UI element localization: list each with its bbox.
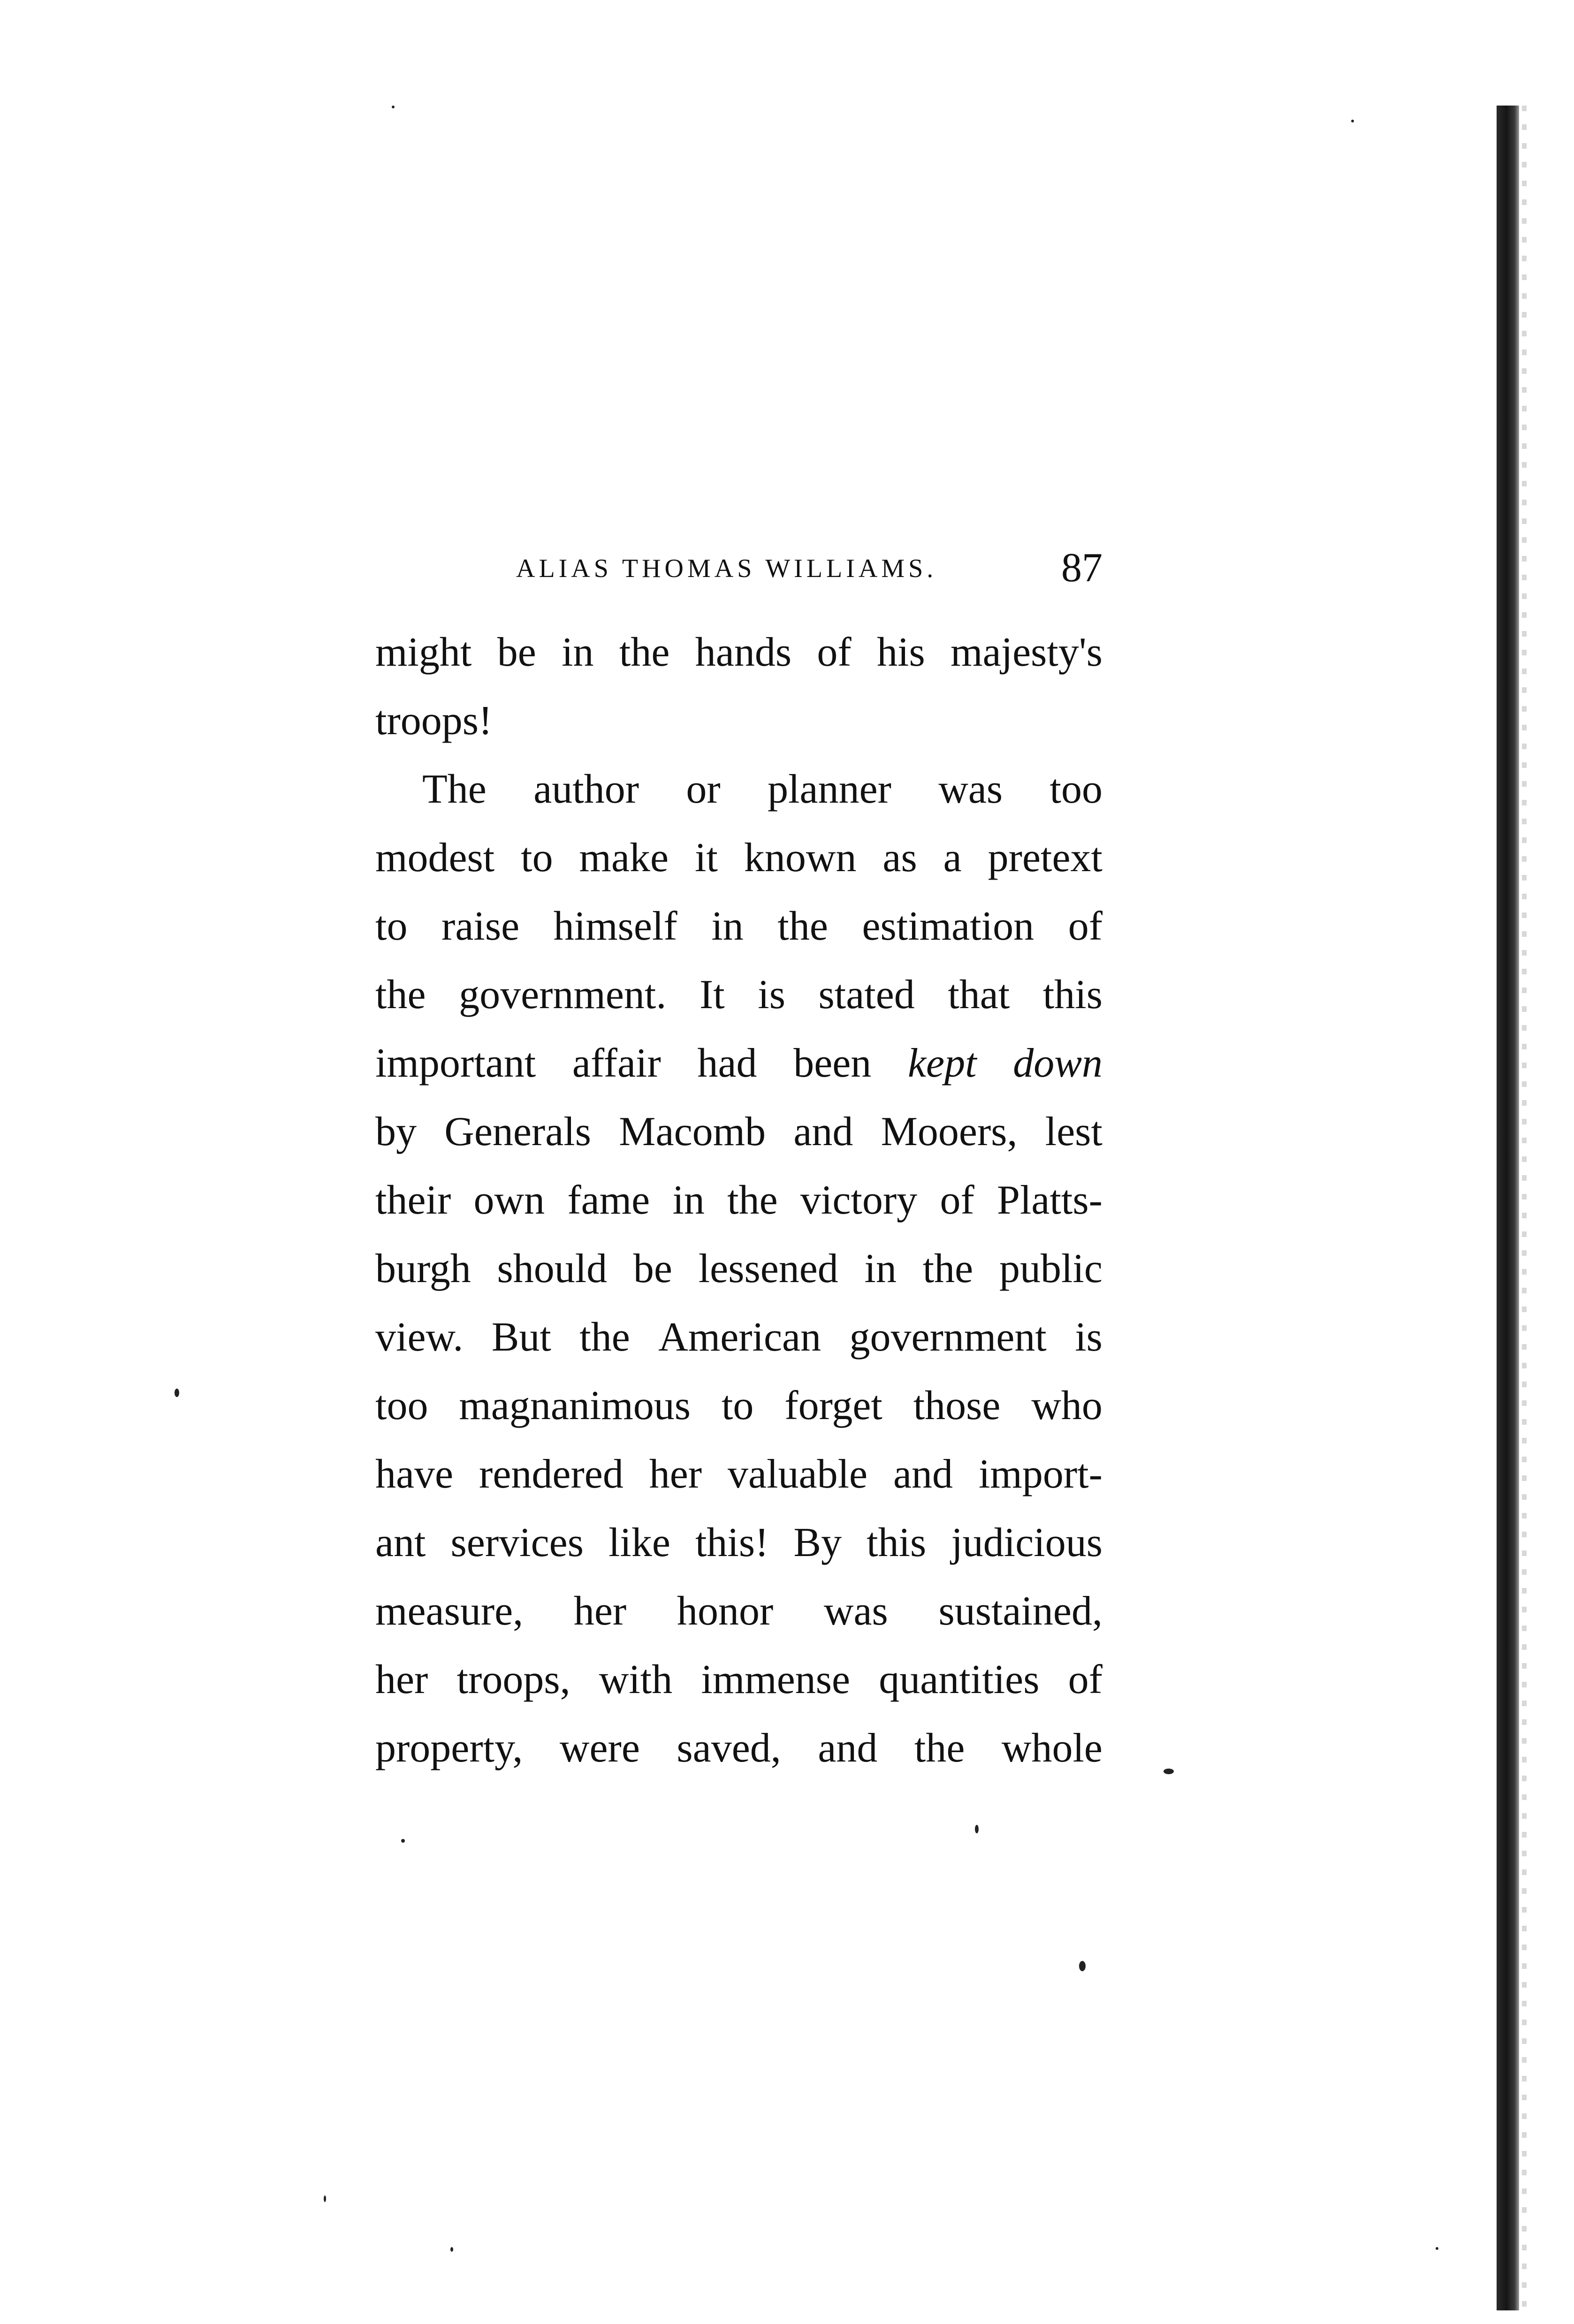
text-line: [375, 1577, 1103, 1646]
word: down: [1013, 1040, 1103, 1086]
word: might: [375, 630, 472, 675]
text-line: [375, 687, 1103, 755]
text-line: [375, 1372, 1103, 1440]
word: the: [579, 1314, 630, 1360]
word: saved,: [677, 1725, 781, 1771]
word: services: [450, 1520, 584, 1565]
word: of: [1068, 904, 1103, 949]
word: immense: [701, 1657, 851, 1702]
word: troops,: [456, 1657, 570, 1702]
word: kept: [908, 1040, 977, 1086]
word: But: [491, 1314, 551, 1360]
word: Mooers,: [881, 1109, 1018, 1154]
text-line: [375, 1714, 1103, 1783]
word: lessened: [698, 1246, 838, 1291]
scan-speck: [401, 1839, 405, 1843]
word: too: [375, 1383, 428, 1428]
word: is: [1075, 1314, 1103, 1360]
word: in: [864, 1246, 897, 1291]
word: important: [375, 1040, 536, 1086]
word: it: [695, 835, 718, 881]
word: raise: [441, 904, 520, 949]
word: quantities: [879, 1657, 1040, 1702]
text-line: [375, 961, 1103, 1029]
scan-speck: [392, 106, 395, 108]
word: burgh: [375, 1246, 471, 1291]
word: By: [793, 1520, 842, 1565]
word: whole: [1001, 1725, 1103, 1771]
word: and: [793, 1109, 853, 1154]
word: a: [943, 835, 962, 881]
text-line: [375, 1303, 1103, 1372]
word: It: [699, 972, 725, 1018]
word: the: [375, 972, 426, 1018]
word: in: [562, 630, 594, 675]
word: or: [686, 767, 721, 812]
word: view.: [375, 1314, 464, 1360]
text-line: [375, 1646, 1103, 1714]
word: property,: [375, 1725, 523, 1771]
word: too: [1049, 767, 1103, 812]
word: his: [877, 630, 925, 675]
word: hands: [695, 630, 792, 675]
word: the: [619, 630, 670, 675]
word: to: [721, 1383, 754, 1428]
page-header: [516, 544, 1103, 600]
body-text: [375, 618, 1103, 1783]
word: be: [497, 630, 536, 675]
word: her: [573, 1588, 627, 1634]
word: by: [375, 1109, 417, 1154]
text-line: [375, 824, 1103, 892]
word: government.: [459, 972, 667, 1018]
scan-speck: [1163, 1769, 1174, 1774]
text-line: [375, 892, 1103, 961]
word: the: [727, 1177, 778, 1223]
word: was: [938, 767, 1003, 812]
word: modest: [375, 835, 495, 881]
word: pretext: [988, 835, 1103, 881]
word: ant: [375, 1520, 426, 1565]
text-line: [375, 1098, 1103, 1166]
word: their: [375, 1177, 451, 1223]
word: American: [658, 1314, 821, 1360]
word: is: [758, 972, 785, 1018]
word: like: [608, 1520, 670, 1565]
word: rendered: [479, 1451, 624, 1497]
word: the: [777, 904, 828, 949]
word: those: [913, 1383, 1001, 1428]
word: in: [672, 1177, 705, 1223]
scan-speck: [324, 2195, 326, 2202]
word: The: [422, 767, 487, 812]
word: fame: [567, 1177, 650, 1223]
word: should: [497, 1246, 608, 1291]
word: forget: [784, 1383, 882, 1428]
word: the: [914, 1725, 965, 1771]
word: import-: [978, 1451, 1103, 1497]
word: known: [744, 835, 857, 881]
word: who: [1031, 1383, 1103, 1428]
word: himself: [553, 904, 677, 949]
word: Macomb: [619, 1109, 766, 1154]
scan-speck: [1436, 2247, 1438, 2250]
word: own: [473, 1177, 545, 1223]
word: judicious: [951, 1520, 1103, 1565]
scan-speck: [975, 1825, 979, 1833]
word: make: [579, 835, 669, 881]
scan-speck: [450, 2247, 453, 2252]
word: was: [823, 1588, 888, 1634]
scan-speck: [1079, 1961, 1086, 1971]
text-line: [375, 1029, 1103, 1098]
word: author: [533, 767, 639, 812]
word: valuable: [728, 1451, 868, 1497]
word: public: [999, 1246, 1103, 1291]
text-line: [375, 618, 1103, 687]
word: Platts-: [997, 1177, 1103, 1223]
word: been: [793, 1040, 872, 1086]
page-number: 87: [1061, 545, 1103, 591]
word: majesty's: [950, 630, 1103, 675]
word: and: [818, 1725, 878, 1771]
word: to: [521, 835, 553, 881]
word: troops!: [375, 698, 493, 744]
word: had: [697, 1040, 757, 1086]
word: magnanimous: [459, 1383, 691, 1428]
word: this: [1042, 972, 1103, 1018]
running-head: ALIAS THOMAS WILLIAMS.: [516, 554, 937, 583]
scan-speck: [1351, 120, 1354, 122]
word: affair: [572, 1040, 661, 1086]
word: were: [559, 1725, 640, 1771]
word: this!: [695, 1520, 769, 1565]
word: be: [633, 1246, 672, 1291]
word: and: [893, 1451, 953, 1497]
word: that: [948, 972, 1010, 1018]
word: honor: [677, 1588, 774, 1634]
text-line: [375, 755, 1103, 824]
word: government: [849, 1314, 1047, 1360]
text-line: [375, 1166, 1103, 1235]
scanned-binding-edge: [1497, 106, 1519, 2310]
word: estimation: [862, 904, 1034, 949]
text-line: [375, 1509, 1103, 1577]
word: the: [922, 1246, 973, 1291]
scanned-binding-shadow: [1522, 106, 1527, 2310]
scan-speck: [175, 1389, 179, 1397]
word: have: [375, 1451, 454, 1497]
word: victory: [800, 1177, 918, 1223]
word: as: [882, 835, 917, 881]
word: in: [711, 904, 744, 949]
text-line: [375, 1235, 1103, 1303]
word: sustained,: [938, 1588, 1103, 1634]
word: of: [1068, 1657, 1103, 1702]
word: to: [375, 904, 408, 949]
word: this: [867, 1520, 927, 1565]
word: of: [817, 630, 852, 675]
word: Generals: [444, 1109, 591, 1154]
word: her: [375, 1657, 428, 1702]
word: measure,: [375, 1588, 524, 1634]
word: with: [599, 1657, 673, 1702]
word: planner: [768, 767, 891, 812]
word: her: [649, 1451, 702, 1497]
word: of: [940, 1177, 974, 1223]
word: stated: [818, 972, 915, 1018]
text-line: [375, 1440, 1103, 1509]
word: lest: [1045, 1109, 1103, 1154]
